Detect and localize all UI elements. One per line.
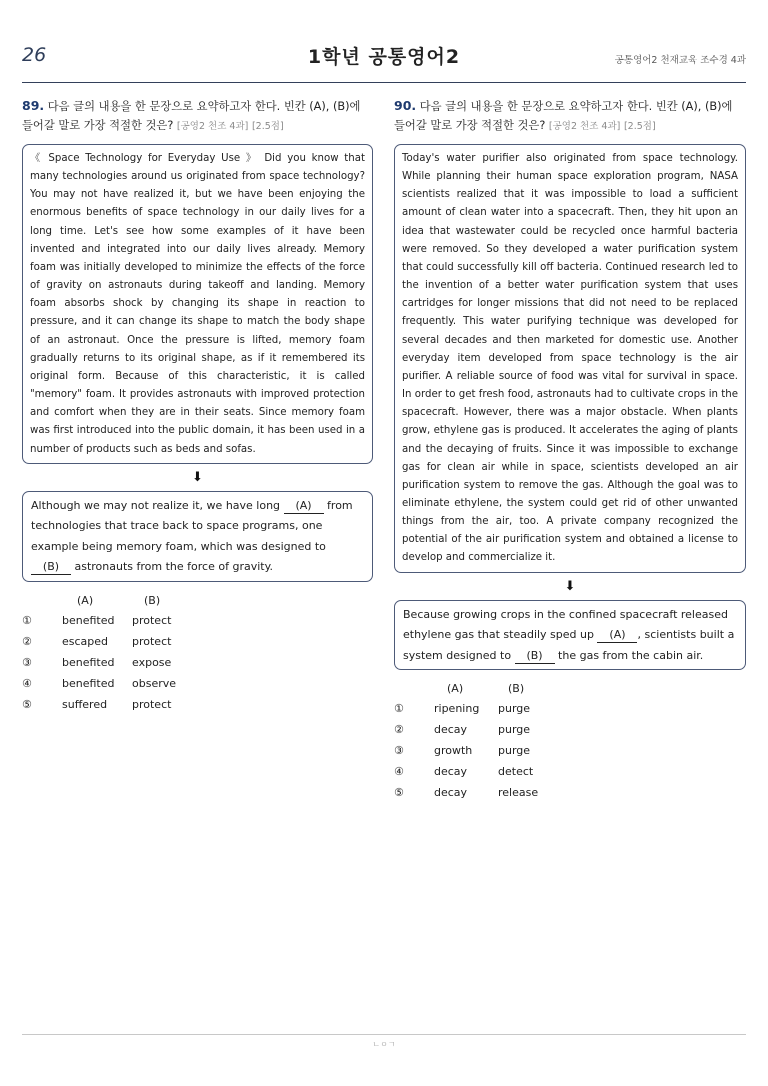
- choice-option[interactable]: ② decay purge: [394, 723, 531, 737]
- question-text: 다음 글의 내용을 한 문장으로 요약하고자 한다. 빈칸 (A), (B)에 들어갈 말로 가장 적절한 것은?: [394, 100, 733, 132]
- question-89-choices: [22, 594, 373, 719]
- question-number: 89.: [22, 98, 45, 113]
- question-text: 다음 글의 내용을 한 문장으로 요약하고자 한다. 빈칸 (A), (B)에 들어갈 말로 가장 적절한 것은?: [22, 100, 361, 132]
- choice-option[interactable]: ④ decay detect: [394, 765, 534, 779]
- question-89: [22, 96, 373, 719]
- choice-option[interactable]: ⑤ suffered protect: [22, 697, 172, 711]
- choice-option[interactable]: ⑤ decay release: [394, 786, 539, 800]
- page-number: 26: [22, 44, 47, 66]
- question-source: [공영2 천조 4과]: [548, 121, 621, 132]
- choice-option[interactable]: ③ growth purge: [394, 744, 531, 758]
- page-footer: [22, 1034, 746, 1049]
- blank-b: (B): [515, 649, 555, 664]
- blank-a: (A): [597, 628, 637, 643]
- arrow-down-icon: ⬇: [192, 469, 203, 485]
- question-90: [394, 96, 746, 807]
- question-89-prompt: [22, 96, 373, 136]
- question-points: [2.5점]: [251, 121, 284, 132]
- question-90-prompt: [394, 96, 746, 136]
- choice-option[interactable]: ④ benefited observe: [22, 676, 177, 690]
- blank-a: (A): [284, 499, 324, 514]
- choice-header: (A) (B): [77, 593, 161, 607]
- page-header: [22, 40, 746, 83]
- question-90-choices: [394, 682, 746, 807]
- choice-header: (A) (B): [447, 682, 525, 696]
- choice-option[interactable]: ③ benefited expose: [22, 655, 172, 669]
- question-90-summary: Because growing crops in the confined spacecraft released ethylene gas that steadily sped up (A) , scientists built a system designed to (B) the gas from the cabin air.: [394, 600, 746, 671]
- choice-option[interactable]: ① benefited protect: [22, 613, 172, 627]
- arrow-down-icon: ⬇: [564, 578, 576, 594]
- question-source: [공영2 천조 4과]: [176, 121, 249, 132]
- page-title: 1학년 공통영어2: [307, 46, 461, 68]
- question-points: [2.5점]: [623, 121, 656, 132]
- question-90-passage: Today's water purifier also originated from space technology. While planning their human space exploration program, NASA scientists realized that it was impossible to load a sufficient amount of clean water into a spacecraft. Then, they hit upon an idea that wastewater could be recycled once harmful bacteria were removed. So they developed a water purification system that could successfully kill off bacteria. Continued research led to the invention of a better water purification system that uses cartridges for longer missions that did not need to be replaced frequently. This water purifying technique was developed for several decades and then marketed for domestic use. Another everyday item developed from space technology is the air purifier. A reliable source of food was vital for survival in space. In order to get fresh food, astronauts had to cultivate crops in the spacecraft. However, there was a major obstacle. When plants grow, ethylene gas is produced. It accelerates the aging of plants and the decaying of fruits. Since it was impossible to exchange gas for clean air while in space, scientists developed an air purification system to remove the gas. Although the goal was to eliminate ethylene, the system could get rid of other unwanted things from the air, too. A private company recognized the potential of the air purification system and obtained a license to develop and commercialize it.: [394, 144, 746, 573]
- question-89-summary: Although we may not realize it, we have long (A) from technologies that trace back to space programs, one example being memory foam, which was designed to (B) astronauts from the force of gravity.: [22, 491, 373, 582]
- question-number: 90.: [394, 98, 417, 113]
- blank-b: (B): [31, 560, 71, 575]
- question-89-passage: 《 Space Technology for Everyday Use 》 Did you know that many technologies around us originated from space technology? You may not have realized it, but we have been enjoying the enormous benefits of space technology in our daily lives for a long time. Let's see how some examples of it have been invented and integrated into our daily lives already. Memory foam was initially developed to minimize the effects of the force of gravity on astronauts during takeoff and landing. Memory foam absorbs shock by changing its shape in reaction to pressure, and it can change its shape to match the body shape of an astronaut. Once the pressure is lifted, memory foam gradually returns to its original shape, as if it remembered its original form. Because of this characteristic, it is called "memory" foam. It provides astronauts with improved protection and comfort when they are in their seats. Since memory foam was first introduced into the public domain, it has been used in a number of products such as beds and sofas.: [22, 144, 373, 464]
- page-subtitle: 공통영어2 천재교육 조수경 4과: [614, 55, 746, 66]
- footer-mark: ㄴㅇㄱ: [372, 1040, 396, 1049]
- choice-option[interactable]: ② escaped protect: [22, 634, 172, 648]
- choice-option[interactable]: ① ripening purge: [394, 702, 531, 716]
